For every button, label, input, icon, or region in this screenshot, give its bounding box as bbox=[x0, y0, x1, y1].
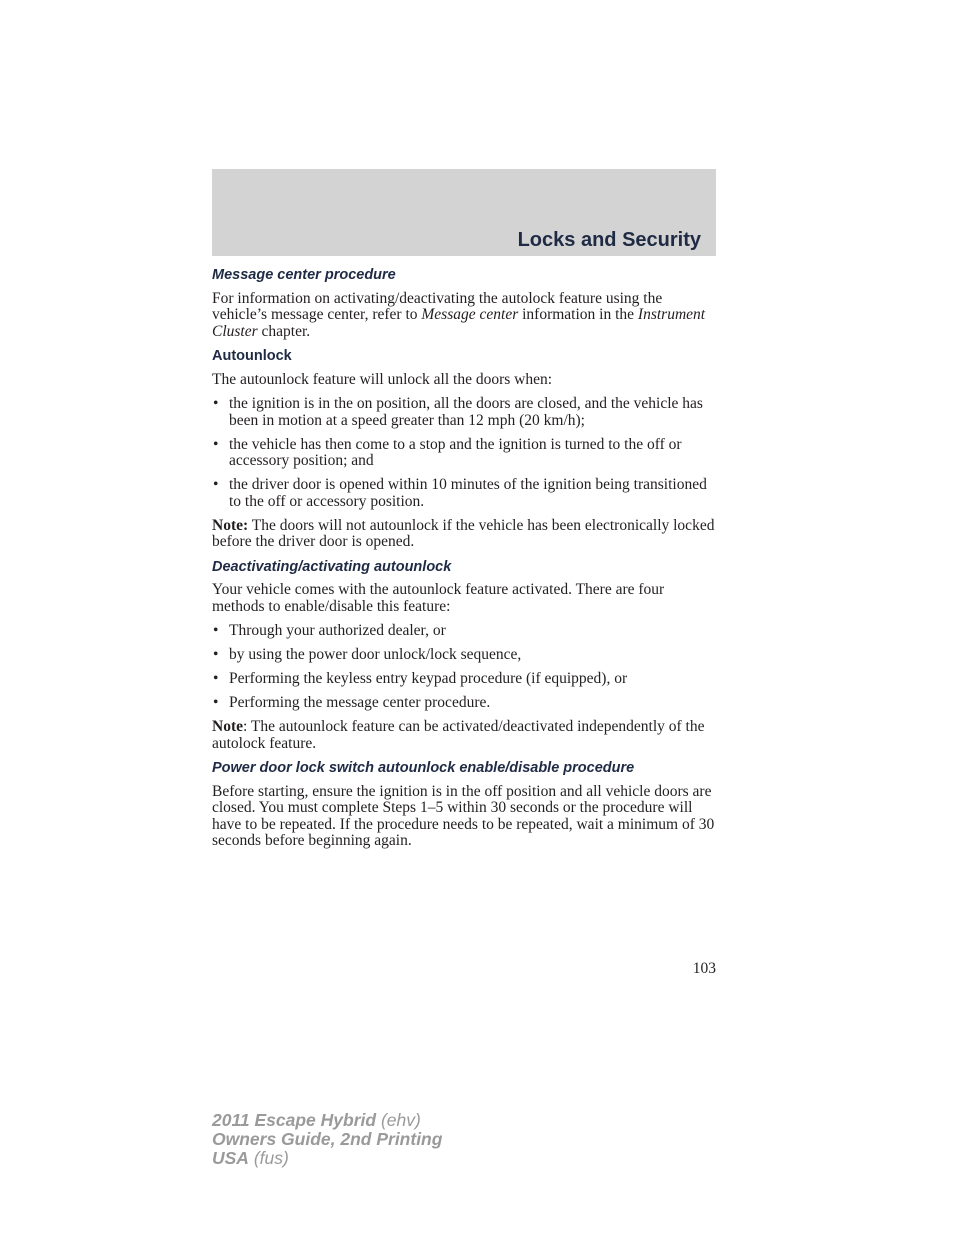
note-text: : The autounlock feature can be activated/deactivated independently of the autolock feature. bbox=[212, 718, 705, 752]
bullet-icon: • bbox=[213, 395, 219, 412]
list-item bbox=[212, 671, 716, 688]
note-label: Note bbox=[212, 718, 243, 735]
bullet-icon: • bbox=[213, 694, 219, 711]
list-item-text: Performing the message center procedure. bbox=[229, 694, 491, 711]
heading-power-door: Power door lock switch autounlock enable/disable procedure bbox=[212, 760, 635, 776]
paragraph-autounlock-intro: The autounlock feature will unlock all the doors when: bbox=[212, 370, 553, 388]
text-run: chapter. bbox=[257, 322, 311, 340]
footer-guide: Owners Guide, 2nd Printing bbox=[212, 1129, 443, 1149]
paragraph-power-door: Before starting, ensure the ignition is in the off position and all vehicle doors are closed. You must complete Steps 1–5 within 30 seconds or the procedure will have to be repeated. If the procedure needs to be repeated, wait a minimum of 30 seconds before beginning again. bbox=[212, 782, 715, 849]
footer-line-1 bbox=[212, 1111, 442, 1130]
bullet-icon: • bbox=[213, 670, 219, 687]
footer-line-2 bbox=[212, 1130, 442, 1149]
heading-deactivating: Deactivating/activating autounlock bbox=[212, 558, 452, 575]
list-item bbox=[212, 437, 716, 470]
heading-message-center: Message center procedure bbox=[212, 267, 396, 283]
page-content bbox=[212, 265, 716, 858]
emphasis-instrument-cluster: Instrument Cluster bbox=[212, 306, 706, 340]
list-item-text: by using the power door unlock/lock sequence, bbox=[229, 646, 522, 663]
bullet-list-methods bbox=[212, 623, 716, 712]
footer-line-3 bbox=[212, 1149, 442, 1168]
text-run: For information on activating/deactivating the autolock feature using the vehicle’s message center, refer to bbox=[212, 289, 663, 323]
list-item-text: the vehicle has then come to a stop and the ignition is turned to the off or accessory position; and bbox=[229, 435, 682, 469]
footer-edition-info bbox=[212, 1111, 442, 1168]
footer-market: USA bbox=[212, 1148, 249, 1168]
bullet-icon: • bbox=[213, 476, 219, 493]
section-header-band bbox=[212, 169, 716, 256]
list-item bbox=[212, 695, 716, 712]
heading-autounlock: Autounlock bbox=[212, 348, 292, 364]
bullet-list-autounlock bbox=[212, 396, 716, 510]
bullet-icon: • bbox=[213, 646, 219, 663]
list-item-text: the ignition is in the on position, all the doors are closed, and the vehicle has been in motion at a speed greater than 12 mph (20 km/h); bbox=[229, 395, 703, 429]
footer-market-code: (fus) bbox=[248, 1148, 289, 1168]
text-run: information in the bbox=[518, 306, 638, 323]
section-title: Locks and Security bbox=[517, 229, 701, 251]
list-item-text: the driver door is opened within 10 minutes of the ignition being transitioned to the off or accessory position. bbox=[229, 476, 707, 510]
page-number: 103 bbox=[692, 960, 716, 977]
note-label: Note: bbox=[212, 516, 249, 534]
note-deactivating bbox=[212, 719, 716, 752]
list-item bbox=[212, 647, 716, 664]
list-item bbox=[212, 623, 716, 640]
list-item-text: Performing the keyless entry keypad procedure (if equipped), or bbox=[229, 670, 628, 687]
note-text: The doors will not autounlock if the vehicle has been electronically locked before the driver door is opened. bbox=[212, 516, 715, 550]
list-item bbox=[212, 477, 716, 510]
paragraph-message-center bbox=[212, 291, 716, 341]
emphasis-message-center: Message center bbox=[421, 306, 519, 323]
bullet-icon: • bbox=[213, 435, 219, 453]
list-item bbox=[212, 396, 716, 429]
bullet-icon: • bbox=[213, 622, 219, 639]
paragraph-deactivating-intro: Your vehicle comes with the autounlock feature activated. There are four methods to enable/disable this feature: bbox=[212, 581, 665, 615]
list-item-text: Through your authorized dealer, or bbox=[229, 622, 446, 639]
footer-model-code: (ehv) bbox=[376, 1110, 421, 1130]
footer-model: 2011 Escape Hybrid bbox=[212, 1110, 377, 1130]
note-autounlock bbox=[212, 518, 716, 551]
